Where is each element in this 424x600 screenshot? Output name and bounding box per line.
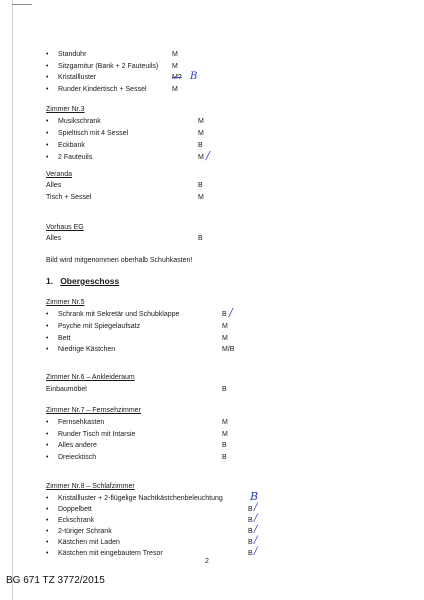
list-item-value: M [172,86,178,93]
row-label: Tisch + Sessel [46,194,92,201]
list-item-label: Dreiecktisch [58,454,97,461]
handwritten-annotation: B [190,71,198,82]
list-item-value: B [248,550,253,557]
handwritten-mark: / [254,524,258,535]
page-edge-mark [12,4,32,5]
handwritten-mark: / [229,306,233,319]
list-item-value: B [248,539,253,546]
bullet: • [46,419,49,426]
section-heading: Zimmer Nr.5 [46,299,85,306]
bullet: • [46,130,49,137]
list-item-value: M/B [222,346,235,353]
list-item-value: M [198,154,204,161]
bullet: • [46,154,49,161]
page-number: 2 [205,558,209,565]
row-value: B [222,386,227,393]
list-item-label: Kästchen mit eingebautem Tresor [58,550,163,557]
list-item-label: Alles andere [58,442,97,449]
section-heading: Zimmer Nr.8 – Schlafzimmer [46,483,135,490]
bullet: • [46,74,49,81]
list-item-label: 2 Fauteuils [58,154,93,161]
handwritten-mark: / [206,149,210,162]
list-item-value: B [222,454,227,461]
list-item-label: Fernsehkasten [58,419,105,426]
list-item-label: Eckbank [58,142,85,149]
handwritten-mark: / [254,546,258,557]
list-item-label: Kristallluster [58,74,97,81]
list-item-label: Standuhr [58,51,87,58]
list-item-value: M [172,63,178,70]
list-item-value: B [248,506,253,513]
section-heading: Vorhaus EG [46,224,84,231]
handwritten-mark: / [254,535,258,546]
list-item-value: B [248,517,253,524]
handwritten-mark: / [254,502,258,513]
list-item-label: Sitzgarnitur (Bank + 2 Fauteuils) [58,63,159,70]
row-label: Einbaumöbel [46,386,87,393]
row-label: Alles [46,182,62,189]
bullet: • [46,528,49,535]
bullet: • [46,86,49,93]
list-item-value: M [222,431,228,438]
bullet: • [46,454,49,461]
bullet: • [46,335,49,342]
list-item-value: M [198,118,204,125]
bullet: • [46,550,49,557]
list-item-label: 2-türiger Schrank [58,528,112,535]
bullet: • [46,51,49,58]
bullet: • [46,323,49,330]
list-item-value: M [222,419,228,426]
note-text: Bild wird mitgenommen oberhalb Schuhkasten! [46,257,193,264]
list-item-label: Runder Tisch mit Intarsie [58,431,136,438]
list-item-label: Doppelbett [58,506,92,513]
list-item-label: Niedrige Kästchen [58,346,116,353]
list-item-label: Schrank mit Sekretär und Schubklappe [58,311,180,318]
bullet: • [46,517,49,524]
list-item-label: Musikschrank [58,118,101,125]
row-value: B [198,182,203,189]
list-item-value: B [248,528,253,535]
section-heading: Zimmer Nr.6 – Ankleideraum [46,374,135,381]
list-item-value: B [222,442,227,449]
row-label: Alles [46,235,62,242]
row-value: M [198,194,204,201]
list-item-label: Psyche mit Spiegelaufsatz [58,323,141,330]
list-item-label: Runder Kindertisch + Sessel [58,86,147,93]
file-reference-stamp: BG 671 TZ 3772/2015 [6,575,105,586]
section-heading: Zimmer Nr.7 – Fernsehzimmer [46,407,141,414]
list-item-label: Kristallluster + 2-flügelige Nachtkästchenbeleuchtung [58,495,223,502]
list-item-label: Spieltisch mit 4 Sessel [58,130,129,137]
list-item-value-struck: M? [172,74,182,81]
handwritten-mark: / [254,513,258,524]
handwritten-annotation: B [250,490,259,503]
chapter-heading [46,276,119,287]
page-edge [12,0,13,600]
chapter-number: 1. [46,276,54,286]
row-value: B [198,235,203,242]
list-item-value: B [222,311,227,318]
bullet: • [46,346,49,353]
list-item-value: M [222,335,228,342]
list-item-value: M [198,130,204,137]
bullet: • [46,442,49,449]
bullet: • [46,118,49,125]
list-item-label: Eckschrank [58,517,95,524]
bullet: • [46,311,49,318]
bullet: • [46,431,49,438]
bullet: • [46,539,49,546]
bullet: • [46,506,49,513]
list-item-value: M [172,51,178,58]
list-item-value: B [198,142,203,149]
section-heading: Zimmer Nr.3 [46,106,85,113]
list-item-value: M [222,323,228,330]
list-item-label: Bett [58,335,71,342]
list-item-label: Kästchen mit Laden [58,539,120,546]
bullet: • [46,63,49,70]
bullet: • [46,142,49,149]
section-heading: Veranda [46,171,73,178]
bullet: • [46,495,49,502]
chapter-title: Obergeschoss [60,276,120,286]
